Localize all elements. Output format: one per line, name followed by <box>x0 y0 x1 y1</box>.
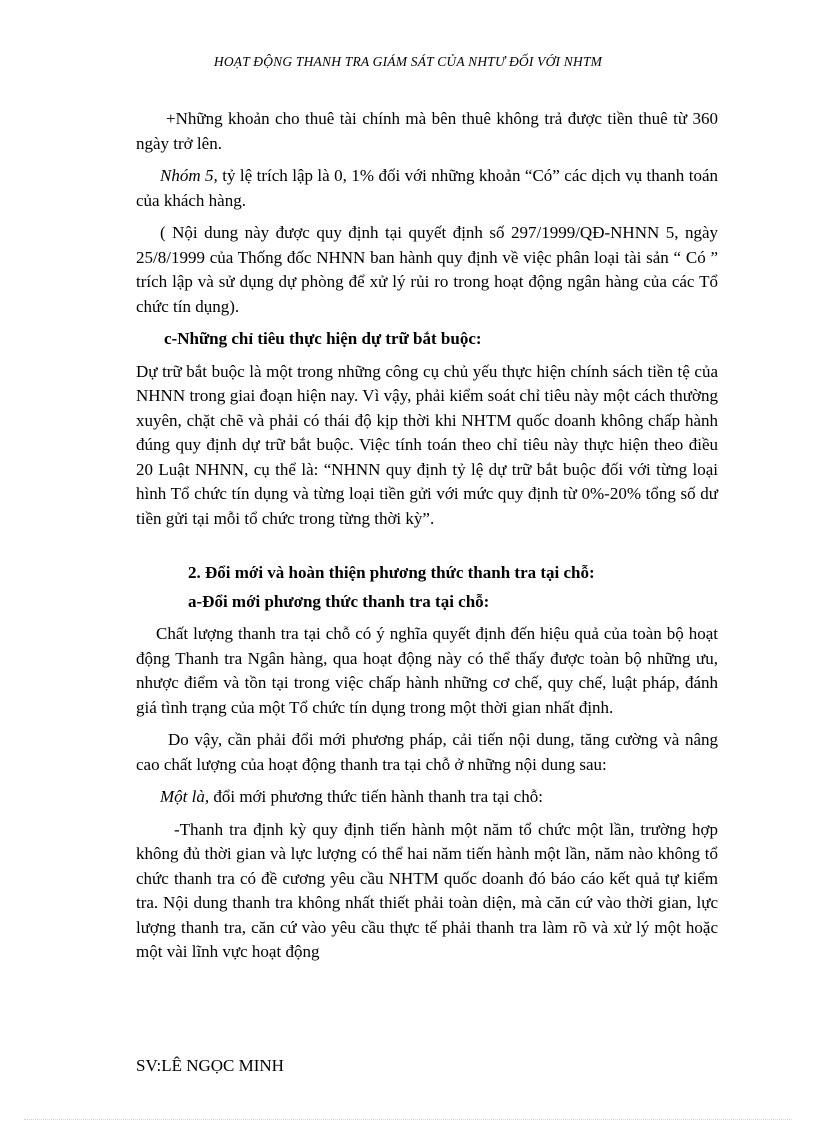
paragraph-first-point <box>136 785 718 810</box>
paragraph-regulation-note: ( Nội dung này được quy định tại quyết định số 297/1999/QĐ-NHNN 5, ngày 25/8/1999 của Thống đốc NHNN ban hành quy định về việc phân loại tài sản “ Có ” trích lập và sử dụng dự phòng để xử lý rủi ro trong hoạt động ngân hàng của các Tổ chức tín dụng). <box>136 223 718 316</box>
group-5-text: tỷ lệ trích lập là 0, 1% đối với những khoản “Có” các dịch vụ thanh toán của khách hàng. <box>136 166 718 210</box>
paragraph-reserve-requirement: Dự trữ bắt buộc là một trong những công cụ chủ yếu thực hiện chính sách tiền tệ của NHNN trong giai đoạn hiện nay. Vì vậy, phải kiểm soát chỉ tiêu này một cách thường xuyên, chặt chẽ và phải có thái độ kịp thời khi NHTM quốc doanh không chấp hành đúng quy định dự trữ bắt buộc. Việc tính toán theo chỉ tiêu này thực hiện theo điều 20 Luật NHNN, cụ thể là: “NHNN quy định tỷ lệ dự trữ bắt buộc đối với từng loại hình Tổ chức tín dụng và từng loại tiền gửi với mức quy định từ 0%-20% tổng số dư tiền gửi tại mỗi tổ chức trong từng thời kỳ”. <box>136 361 718 528</box>
paragraph-onsite-quality: Chất lượng thanh tra tại chỗ có ý nghĩa quyết định đến hiệu quả của toàn bộ hoạt động Thanh tra Ngân hàng, qua hoạt động này có thể thấy được toàn bộ những ưu, nhược điểm và tồn tại trong việc chấp hành những cơ chế, quy chế, luật pháp, đánh giá tình trạng của một Tổ chức tín dụng trong một thời gian nhất định. <box>136 624 718 717</box>
heading-a-onsite: a-Đổi mới phương thức thanh tra tại chỗ: <box>188 591 490 611</box>
paragraph-finance-lease: +Những khoản cho thuê tài chính mà bên thuê không trả được tiền thuê từ 360 ngày trở lên. <box>136 109 718 153</box>
page-footer-author: SV:LÊ NGỌC MINH <box>136 1056 284 1075</box>
paragraph-therefore: Do vậy, cần phải đổi mới phương pháp, cải tiến nội dung, tăng cường và nâng cao chất lượng của hoạt động thanh tra tại chỗ ở những nội dung sau: <box>136 730 718 774</box>
paragraph-group-5 <box>136 164 718 213</box>
document-body <box>136 107 718 965</box>
group-5-label: Nhóm 5, <box>160 166 218 185</box>
page-header: HOẠT ĐỘNG THANH TRA GIÁM SÁT CỦA NHTƯ ĐỐI VỚI NHTM <box>213 54 603 69</box>
paragraph-periodic-inspection: -Thanh tra định kỳ quy định tiến hành một năm tổ chức một lần, trường hợp không đủ thời gian và lực lượng có thể hai năm tiến hành một lần, năm nào không tổ chức thanh tra có đề cương yêu cầu NHTM quốc doanh đó báo cáo kết quả tự kiểm tra. Nội dung thanh tra không nhất thiết phải toàn diện, mà căn cứ vào thời gian, lực lượng thanh tra, căn cứ vào yêu cầu thực tế phải thanh tra làm rõ và xử lý một hoặc một vài lĩnh vực hoạt động <box>136 819 718 961</box>
first-point-label: Một là, <box>160 787 210 806</box>
first-point-text: đổi mới phương thức tiến hành thanh tra tại chỗ: <box>209 787 543 806</box>
heading-section-2: 2. Đổi mới và hoàn thiện phương thức thanh tra tại chỗ: <box>188 563 595 582</box>
heading-c-reserve: c-Những chỉ tiêu thực hiện dự trữ bắt buộc: <box>164 329 482 348</box>
page-bottom-divider <box>24 1119 792 1120</box>
